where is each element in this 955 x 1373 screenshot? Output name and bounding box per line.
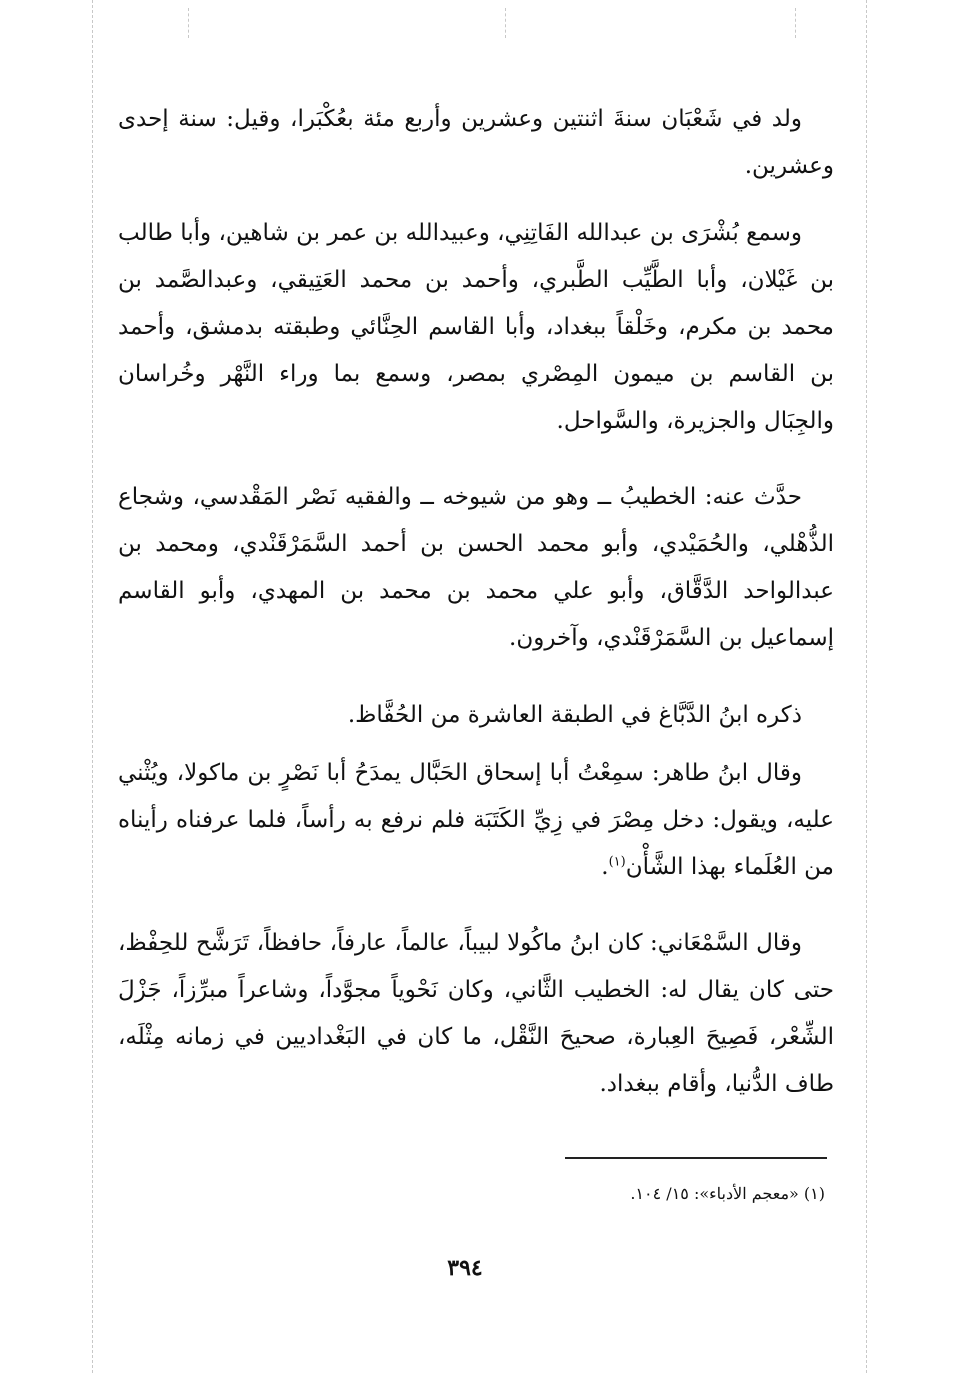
paragraph-end: . bbox=[601, 854, 609, 880]
paragraph-ibn-tahir bbox=[118, 750, 834, 891]
footnote-reference[interactable]: (١) bbox=[608, 854, 626, 870]
scan-tick-mark bbox=[795, 8, 796, 38]
paragraph-text: حدَّث عنه: الخطيبُ ــ وهو من شيوخه ــ والفقيه نَصْر المَقْدسي، وشجاع الذُّهْلي، والحُمَيْدي، وأبو محمد الحسن بن أحمد السَّمَرْقَنْدي، ومحمد بن عبدالواحد الدَّقَّاق، وأبو علي محمد بن محمد بن المهدي، وأبو القاسم إسماعيل بن السَّمَرْقَنْدي، وآخرون. bbox=[118, 484, 834, 651]
paragraph-samani bbox=[118, 920, 834, 1108]
paragraph-students bbox=[118, 474, 834, 662]
paragraph-text bbox=[118, 750, 834, 891]
scan-margin-line-left bbox=[92, 0, 93, 1373]
page-number: ٣٩٤ bbox=[447, 1255, 483, 1281]
footnote-divider bbox=[565, 1157, 827, 1159]
paragraph-text: ولد في شَعْبَان سنةَ اثنتين وعشرين وأربع مئة بعُكْبَرا، وقيل: سنة إحدى وعشرين. bbox=[118, 106, 834, 179]
paragraph-teachers bbox=[118, 210, 834, 445]
footnote: (١) «معجم الأدباء»: ١٥/ ١٠٤. bbox=[630, 1184, 825, 1203]
scan-tick-mark bbox=[505, 8, 506, 38]
paragraph-ibn-dabbagh bbox=[118, 692, 834, 739]
paragraph-birth bbox=[118, 96, 834, 190]
paragraph-text: ذكره ابنُ الدَّبَّاغ في الطبقة العاشرة من الحُفَّاظ. bbox=[347, 702, 802, 728]
paragraph-body: وقال ابنُ طاهر: سمِعْتُ أبا إسحاق الحَبَّال يمدَحُ أبا نَصْرٍ بن ماكولا، ويُثْني عليه، ويقول: دخل مِصْرَ في زِيِّ الكَتَبَة فلم نرفع به رأساً، فلما عرفناه رأيناه من العُلَماء بهذا الشَّأْن bbox=[118, 760, 834, 880]
paragraph-text: وسمع بُشْرَى بن عبدالله الفَاتِنِي، وعبيدالله بن عمر بن شاهين، وأبا طالب بن غَيْلان، وأبا الطَّيِّب الطَّبري، وأحمد بن محمد العَتِيقي، وعبدالصَّمد بن محمد بن مكرم، وخَلْقاً ببغداد، وأبا القاسم الحِنَّائي وطبقته بدمشق، وأحمد بن القاسم بن ميمون المِصْري بمصر، وسمع بما وراء النَّهْر وخُراسان والجِبَال والجزيرة، والسَّواحل. bbox=[118, 220, 834, 434]
paragraph-text: وقال السَّمْعَاني: كان ابنُ ماكُولا لبيباً، عالماً، عارفاً، حافظاً، تَرَشَّح للحِفْظ، حتى كان يقال له: الخطيب الثَّاني، وكان نَحْوياً مجوَّداً، وشاعراً مبرِّزاً، جَزْلَ الشِّعْر، فَصِيحَ العِبارة، صحيحَ النَّقْل، ما كان في البَغْداديين في زمانه مِثْلَه، طاف الدُّنيا، وأقام ببغداد. bbox=[118, 930, 834, 1097]
scan-margin-line-right bbox=[866, 0, 867, 1373]
scan-tick-mark bbox=[188, 8, 189, 38]
